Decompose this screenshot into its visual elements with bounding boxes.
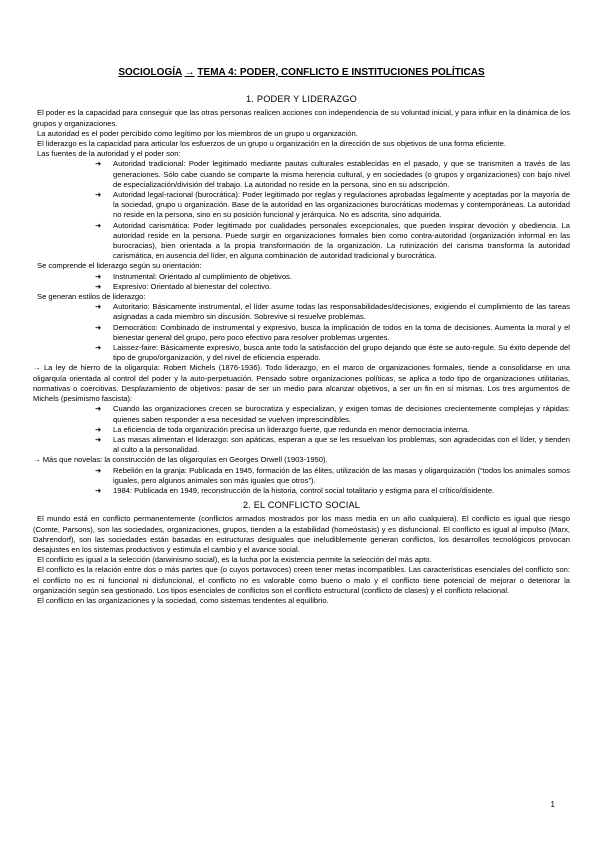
title-arrow: → [184, 67, 195, 78]
list-item: ➜ Autoridad carismática: Poder legitimado por cualidades personales excepcionales, que pueden inspirar devoción y obediencia. La autoridad reside en la persona. Puede surgir en organizaciones formales bien como contra-autoridad (organización informal en las burocracias), bien orientada a la propia transformación de la organización. La rutinización del carisma transforma la autoridad carismática, en ausencia del líder, en alguna combinación de autoridad tradicional y burocrática. [95, 221, 570, 262]
list-item: ➜ Autoridad legal-racional (burocrática): Poder legitimado por reglas y regulaciones aprobadas legalmente y aceptadas por la mayoría de la sociedad, grupo u organización. Base de la autoridad en las organizaciones burocráticas modernas y contemporáneas. La autoridad no reside en la persona, sino en su posición funcional y jerárquica. No es adscrita, sino adquirida. [95, 190, 570, 221]
list-item: ➜ Laissez-faire: Básicamente expresivo, busca ante todo la satisfacción del grupo dejando que éste se auto-regule. Su éxito depende del tipo de grupo/organización, y del nivel de eficiencia esperado. [95, 343, 570, 363]
list-item: ➜ Instrumental: Orientado al cumplimiento de objetivos. [95, 272, 570, 282]
list-item: ➜ Cuando las organizaciones crecen se burocratiza y especializan, y exigen tomas de decisiones crecientemente complejas y rápidas: quienes saben responder a esa necesidad se vuelven imprescindibles. [95, 404, 570, 424]
list-item: ➜ Las masas alimentan el liderazgo: son apáticas, esperan a que se les resuelvan los problemas, son agradecidas con el líder, y tienden al culto a la personalidad. [95, 435, 570, 455]
list-item: ➜ 1984: Publicada en 1949, reconstrucción de la historia, control social totalitario y estigma para el crítico/disidente. [95, 486, 570, 496]
title-text: TEMA 4: PODER, CONFLICTO E INSTITUCIONES POLÍTICAS [197, 67, 485, 78]
paragraph-conflicto-1: El mundo está en conflicto permanentemente (conflictos armados mostrados por los mass media en un año cualquiera). El conflicto es igual que riesgo (Comte, Parsons), son las sociedades, organizaciones, grupos, tienden a la estabilidad (homeóstasis) y es disfuncional. El conflicto es igual al impulso (Marx, Dahrendorf), son las sociedades están basadas en estructuras desiguales que ineludiblemente generan conflictos, los desarrollos tecnológicos provocan desajustes en los sistemas productivos y estimula el cambio y el avance social. [33, 514, 570, 554]
paragraph-autoridad: La autoridad es el poder percibido como legítimo por los miembros de un grupo u organización. [37, 128, 358, 138]
paragraph-michels: → La ley de hierro de la oligarquía: Robert Michels (1876-1936). Todo liderazgo, en el marco de organizaciones formales, tiende a consolidarse en una oligarquía orientada al control del poder y la auto-perpetuación. Pensado sobre organizaciones políticas, se aplica a todo tipo de organizaciones utilitarias, normativas o coercitivas. Desplazamiento de objetivos: pasar de ser un medio para alcanzar objetivos, a ser un fin en sí mismas. Los tres argumentos de Michels (pesimismo fascista): [33, 363, 570, 404]
paragraph-conflicto-4: El conflicto en las organizaciones y la sociedad, como sistemas tendentes al equilibrio. [37, 595, 329, 605]
michels-list [33, 404, 570, 455]
page-number: 1 [550, 800, 555, 809]
sources-list [33, 159, 570, 261]
page-title [33, 68, 570, 78]
paragraph-conflicto-2: El conflicto es igual a la selección (darwinismo social), es la lucha por la existencia permite la selección del más apto. [37, 555, 432, 565]
document-page [33, 68, 570, 606]
paragraph-orwell: → Más que novelas: la construcción de las oligarquías en Georges Orwell (1903-1950). [33, 455, 328, 465]
paragraph-conflicto-3: El conflicto es la relación entre dos o más partes que (o cuyos portavoces) creen tener metas incompatibles. Las características esenciales del conflicto son: el conflicto no es ni funcional ni disfuncional, el conflicto no es valorable como bueno o malo y el conflicto tiene potencial de mejorar o deteriorar la organización según sea gestionado. Los tipos esenciales de conflictos son el conflicto estructural (conflicto de clases) y el conflicto relacional. [33, 565, 570, 595]
sources-label: Las fuentes de la autoridad y el poder son: [37, 149, 181, 159]
section-heading-conflicto: 2. EL CONFLICTO SOCIAL [242, 500, 361, 511]
paragraph-poder: El poder es la capacidad para conseguir que las otras personas realicen acciones con independencia de su voluntad inicial, y para influir en la dinámica de los grupos y organizaciones. [33, 108, 570, 128]
orientation-list [33, 272, 570, 292]
paragraph-liderazgo: El liderazgo es la capacidad para articular los esfuerzos de un grupo u organización en la dirección de sus objetivos de una forma eficiente. [37, 139, 506, 149]
list-item: ➜ Rebelión en la granja: Publicada en 1945, formación de las élites, utilización de las masas y oligarquización (“todos los animales somos iguales, pero algunos animales son más iguales que otros”). [95, 466, 570, 486]
list-item: ➜ Expresivo: Orientado al bienestar del colectivo. [95, 282, 570, 292]
section-heading-poder: 1. PODER Y LIDERAZGO [246, 94, 357, 105]
list-item: ➜ La eficiencia de toda organización precisa un liderazgo fuerte, que redunda en menor democracia interna. [95, 425, 570, 435]
styles-list [33, 302, 570, 363]
title-subject: SOCIOLOGÍA [118, 67, 182, 78]
list-item: ➜ Autoritario: Básicamente instrumental, el líder asume todas las responsabilidades/decisiones, exigiendo el cumplimiento de las tareas asignadas a cada miembro sin discusión. Sobrevive si resuelve problemas. [95, 302, 570, 322]
styles-label: Se generan estilos de liderazgo: [37, 292, 146, 302]
orientation-label: Se comprende el liderazgo según su orientación: [37, 261, 202, 271]
list-item: ➜ Autoridad tradicional: Poder legitimado mediante pautas culturales establecidas en el pasado, y que se transmiten a través de las generaciones. Sólo cabe cuando se comparte la misma herencia cultural, y en sociedades (o grupos y organizaciones) con bajo nivel de especialización/división del trabajo. La autoridad no reside en la persona, sino en su adscripción. [95, 159, 570, 190]
orwell-list [33, 466, 570, 497]
list-item: ➜ Democrático: Combinado de instrumental y expresivo, busca la implicación de todos en la toma de decisiones. Aumenta la moral y el bienestar general del grupo, pero poco efectivo para resolver problemas urgentes. [95, 323, 570, 343]
